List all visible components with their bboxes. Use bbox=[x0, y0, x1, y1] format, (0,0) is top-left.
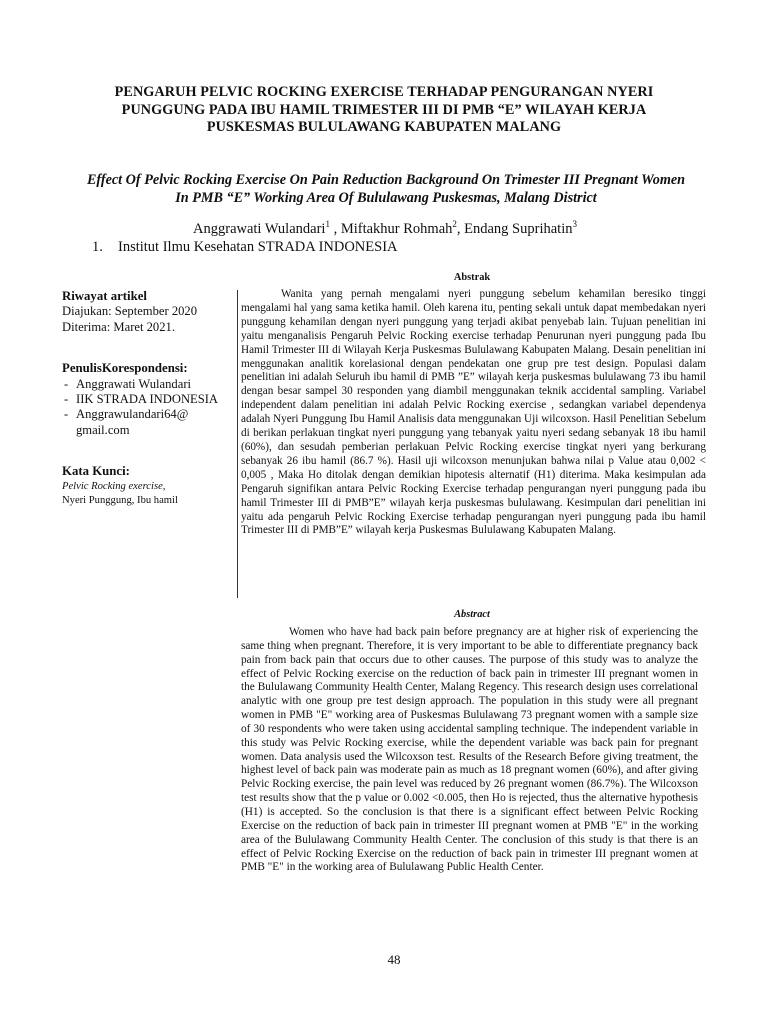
abstrak-section bbox=[241, 288, 706, 538]
abstract-body: Women who have had back pain before pregnancy are at higher risk of experiencing the same thing when pregnant. Therefore, it is very important to be able to differentiate pregnancy back pain from back pain that occurs due to other causes. The purpose of this study was to analyze the effect of Pelvic Rocking exercise on the reduction of back pain in trimester III pregnant women in the Bululawang Community Health Center, Malang Regency. This research design uses correlational analytic with one group pre test design approach. The population in this study were all pregnant women in PMB "E" working area of Puskesmas Bululawang 73 pregnant women with a sample size of 30 respondents who were taken using accidental sampling technique. The independent variable in this study was Pelvic Rocking exercise, while the dependent variable was back pain for pregnant women. Data analysis used the Wilcoxson test. Results of the Research Before giving treatment, the highest level of back pain was moderate pain as much as 18 pregnant women (60%), and after giving Pelvic Rocking exercise, the pain level was reduced by 26 pregnant women (86.7%). The Wilcoxson test results show that the p value or 0.002 <0.005, then Ho is rejected, thus the alternative hypothesis (H1) is accepted. So the conclusion is that there is a significant effect between Pelvic Rocking Exercise on the reduction of back pain in trimester III pregnant women at PMB "E" in the working area of the Bululawang Community Health Center. The conclusion of this study is that there is an effect of Pelvic Rocking Exercise on the reduction of back pain in trimester III pregnant women at PMB "E" in the working area of Bululawang Public Health Center. bbox=[241, 626, 698, 874]
corresponding-author-heading: PenulisKorespondensi: bbox=[62, 361, 188, 376]
affiliation-text: Institut Ilmu Kesehatan STRADA INDONESIA bbox=[118, 239, 398, 255]
author-affil-mark: 1 bbox=[325, 219, 330, 230]
submitted-date: Diajukan: September 2020 bbox=[62, 304, 198, 319]
abstract-heading: Abstract bbox=[454, 609, 490, 620]
affiliation bbox=[92, 238, 398, 256]
accepted-date: Diterima: Maret 2021. bbox=[62, 319, 175, 334]
corresponding-author bbox=[62, 361, 227, 438]
keywords-heading: Kata Kunci: bbox=[62, 464, 130, 479]
column-divider bbox=[237, 290, 238, 598]
article-history bbox=[62, 289, 227, 335]
paper-title: PENGARUH PELVIC ROCKING EXERCISE TERHADAP PENGURANGAN NYERI PUNGGUNG PADA IBU HAMIL TRIMESTER III DI PMB “E” WILAYAH KERJA PUSKESMAS BULULAWANG KABUPATEN MALANG bbox=[114, 84, 654, 135]
abstrak-body: Wanita yang pernah mengalami nyeri punggung sebelum kehamilan beresiko tinggi mengalami hal yang sama ketika hamil. Oleh karena itu, penting sekali untuk dapat membedakan nyeri punggung kehamilan dengan nyeri punggung yang terjadi akibat penyebab lain. Tujuan penelitian ini yaitu menganalisis Pengaruh Pelvic Rocking exercise terhadap Penurunan nyeri punggung pada Ibu Hamil Trimester III di Wilayah Kerja Puskesmas Bululawang Kabupaten Malang. Desain penelitian ini menggunakan analitik korelasional dengan pendekatan one grup pre test design. Populasi dalam penelitian ini adalah Seluruh ibu hamil di PMB ”E” wilayah kerja puskesmas bululawang 73 ibu hamil dengan besar sampel 30 responden yang diambil menggunakan teknik accidental sampling. Variabel independent dalam penelitian ini adalah Pelvic Rocking exercise , sedangkan variabel dependenya adalah Nyeri Punggung Ibu Hamil Analisis data menggunakan Uji wilcoxson. Hasil Penelitian Sebelum di berikan perlakuan tingkat nyeri punggung yang tebanyak yaitu nyeri sedang sebanyak 18 ibu hamil (60%), dan sesudah pemberian perlakuan Pelvic Rocking exercise tingkat nyeri yang berkurang sebanyak 26 ibu hamil (86.7 %). Hasil uji wilcoxson menunjukan bahwa nilai p Value atau 0,002 < 0,005 , Maka Ho ditolak dengan demikian hipotesis alternatif (H1) diterima. Maka kesimpulan ada Pengaruh signifikan antara Pelvic Rocking Exercise terhadap pengurangan nyeri punggung pada ibu hamil Trimester III di PMB”E” wilayah kerja puskesmas bululawang. Kesimpulan dari penelitian ini yaitu ada pengaruh Pelvic Rocking Exercise terhadap pengurangan nyeri punggung pada ibu hamil Trimester III di PMB”E” wilayah kerja Puskesmas Bululawang Kabupaten Malang. bbox=[241, 288, 706, 537]
corresponding-author-institution: - IIK STRADA INDONESIA bbox=[62, 392, 227, 407]
article-history-heading: Riwayat artikel bbox=[62, 289, 147, 303]
author-line bbox=[150, 220, 620, 238]
author-affil-mark: 2 bbox=[452, 219, 457, 230]
author-name: , Miftakhur Rohmah bbox=[329, 221, 453, 237]
keyword-rest: Nyeri Punggung, Ibu hamil bbox=[62, 494, 178, 506]
author-name: Anggrawati Wulandari bbox=[193, 221, 326, 237]
corresponding-author-list bbox=[62, 377, 227, 439]
corresponding-author-email: - Anggrawulandari64@ gmail.com bbox=[62, 407, 227, 438]
corresponding-author-name: - Anggrawati Wulandari bbox=[62, 377, 227, 392]
page-number: 48 bbox=[387, 952, 401, 967]
affiliation-number: 1. bbox=[92, 239, 103, 255]
abstract-section bbox=[241, 626, 698, 875]
keywords bbox=[62, 464, 227, 507]
paper-english-title: Effect Of Pelvic Rocking Exercise On Pain Reduction Background On Trimester III Pregnant Women In PMB “E” Working Area Of Bululawang Puskesmas, Malang District bbox=[86, 172, 686, 206]
keywords-list bbox=[62, 480, 227, 508]
article-info-sidebar bbox=[62, 289, 227, 534]
author-affil-mark: 3 bbox=[572, 219, 577, 230]
keyword-italic: Pelvic Rocking exercise, bbox=[62, 480, 166, 492]
abstrak-heading: Abstrak bbox=[453, 272, 491, 283]
author-name: , Endang Suprihatin bbox=[456, 221, 573, 237]
